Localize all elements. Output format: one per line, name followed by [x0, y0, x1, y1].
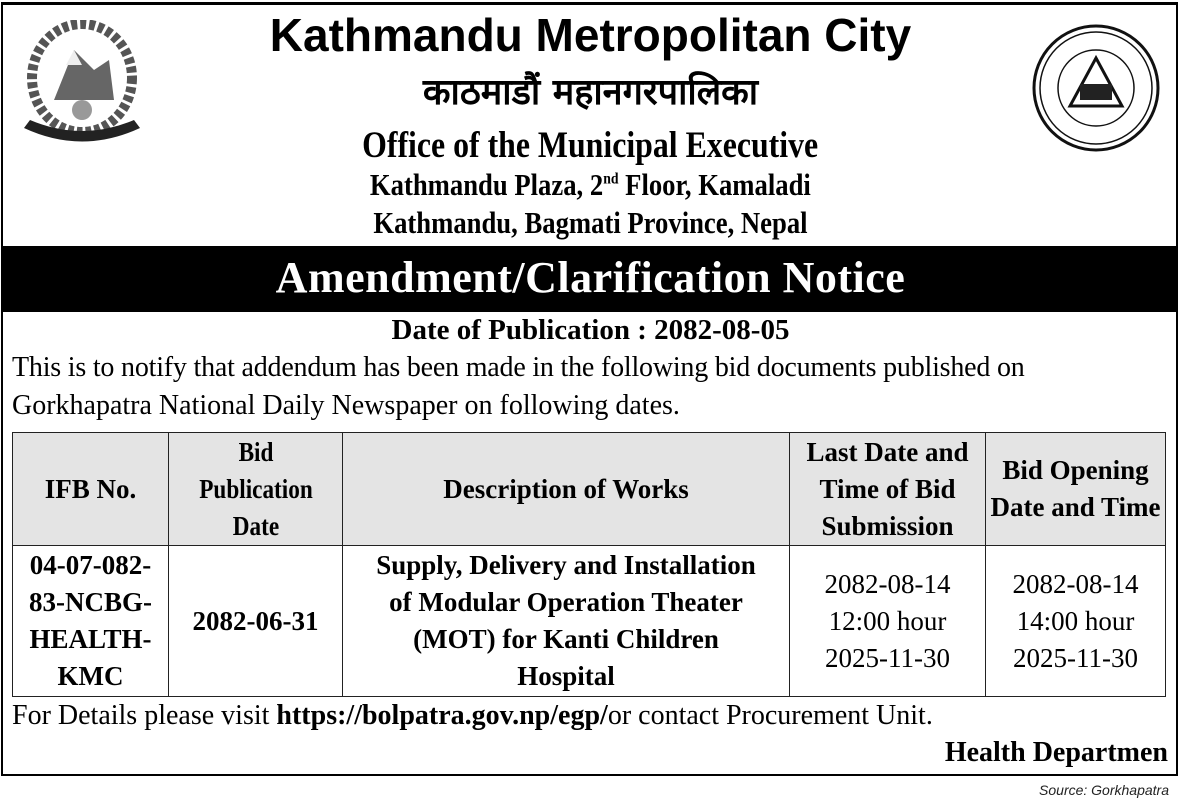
cell-description: [343, 546, 790, 697]
header-opening: Bid Opening Date and Time: [986, 433, 1166, 546]
ifb-line: HEALTH-: [29, 624, 152, 654]
header-submission: Last Date and Time of Bid Submission: [790, 433, 986, 546]
address-line-1: [0, 167, 1181, 203]
cell-opening: [986, 546, 1166, 697]
description-line: Supply, Delivery and Installation: [376, 550, 756, 580]
city-title: Kathmandu Metropolitan City: [269, 9, 912, 61]
office-name-text: Office of the Municipal Executive: [362, 125, 819, 166]
header-publication-date: Bid Publication Date: [169, 433, 343, 546]
devanagari-title: काठमाडौं महानगरपालिका: [422, 72, 759, 113]
table-row: [13, 546, 1166, 697]
opening-line: 2082-08-14: [1012, 568, 1139, 599]
description-line: of Modular Operation Theater: [389, 587, 743, 617]
address-sup: nd: [603, 170, 619, 188]
address-part: Floor, Kamaladi: [618, 167, 811, 202]
table-header-row: [13, 433, 1166, 546]
cell-publication-date: 2082-06-31: [169, 546, 343, 697]
intro-line-1: This is to notify that addendum has been made in the following bid documents published on: [12, 352, 1025, 383]
details-text: For Details please visit: [12, 700, 277, 731]
details-text: or contact Procurement Unit.: [607, 700, 933, 731]
address-line-2: [0, 205, 1181, 241]
bolpatra-link[interactable]: https://bolpatra.gov.np/egp/: [276, 700, 608, 731]
source-credit: Source: Gorkhapatra: [1039, 782, 1169, 798]
submission-line: 12:00 hour: [828, 605, 947, 636]
office-name: [0, 124, 1181, 167]
submission-line: 2082-08-14: [824, 568, 951, 599]
publication-date: Date of Publication : 2082-08-05: [391, 314, 790, 346]
header-description: Description of Works: [343, 433, 790, 546]
ifb-line: 04-07-082-: [29, 550, 152, 580]
header-ifb: IFB No.: [13, 433, 169, 546]
description-line: Hospital: [517, 661, 615, 691]
opening-line: 2025-11-30: [1013, 642, 1138, 673]
description-line: (MOT) for Kanti Children: [413, 624, 719, 654]
cell-submission: [790, 546, 986, 697]
department-name: Health Departmen: [944, 737, 1168, 768]
address-part: Kathmandu Plaza, 2: [370, 167, 604, 202]
opening-line: 14:00 hour: [1016, 605, 1135, 636]
cell-ifb: [13, 546, 169, 697]
bid-table: [12, 432, 1166, 697]
ifb-line: KMC: [57, 661, 124, 691]
notice-heading: Amendment/Clarification Notice: [275, 253, 906, 302]
kmc-seal-icon: [1030, 22, 1162, 154]
address-line-2-text: Kathmandu, Bagmati Province, Nepal: [373, 205, 808, 240]
ifb-line: 83-NCBG-: [29, 587, 152, 617]
submission-line: 2025-11-30: [825, 642, 950, 673]
details-line: [12, 700, 933, 732]
intro-line-2: Gorkhapatra National Daily Newspaper on following dates.: [12, 390, 680, 421]
